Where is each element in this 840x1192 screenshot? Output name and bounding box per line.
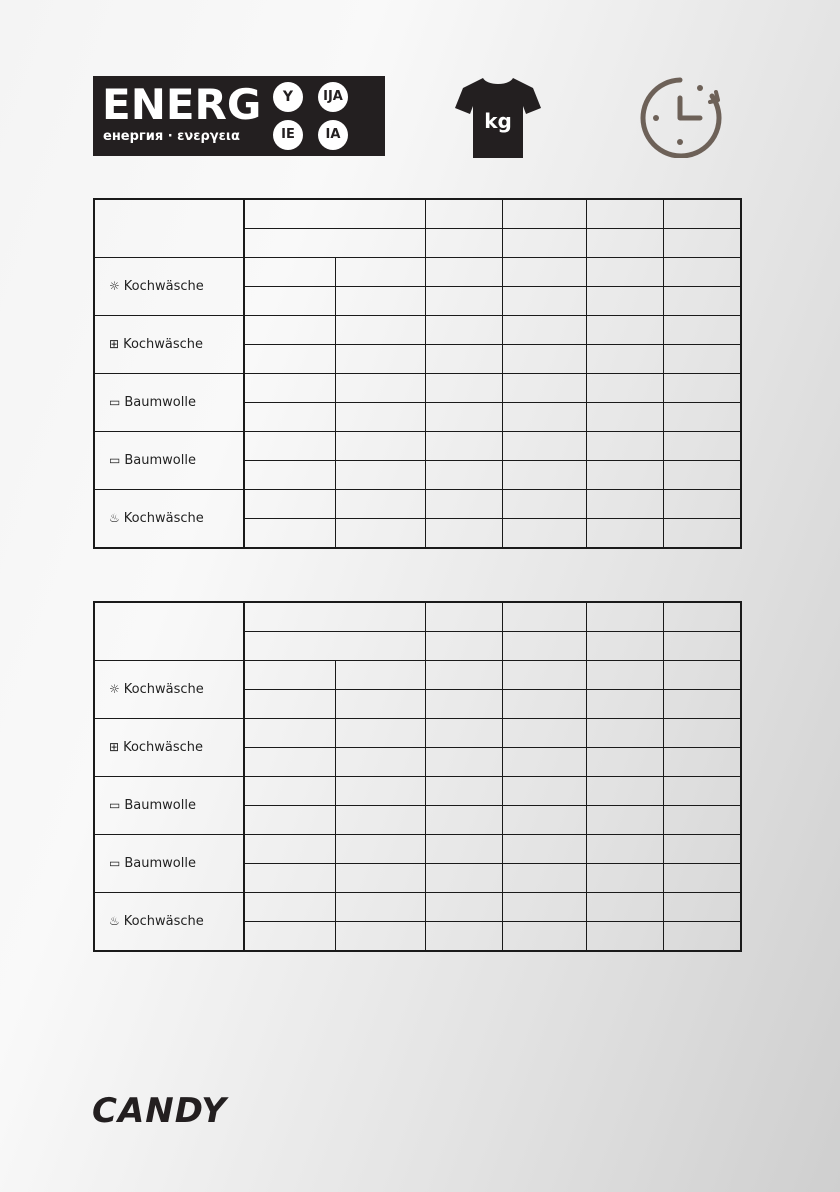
table-cell xyxy=(502,922,586,952)
table-cell xyxy=(244,690,335,719)
tag-icon: ▭ xyxy=(109,798,121,812)
table-cell xyxy=(244,490,335,519)
table-cell xyxy=(425,777,502,806)
program-name: Kochwäsche xyxy=(123,682,204,697)
table-cell xyxy=(425,719,502,748)
table-cell xyxy=(335,748,425,777)
tag-icon: ▭ xyxy=(109,856,121,870)
table-cell xyxy=(335,490,425,519)
table-cell xyxy=(663,258,741,287)
table-cell xyxy=(663,374,741,403)
table-cell xyxy=(663,893,741,922)
table-cell xyxy=(586,893,663,922)
table-cell xyxy=(663,661,741,690)
program-name: Kochwäsche xyxy=(123,740,204,755)
table-cell xyxy=(663,777,741,806)
header-cell xyxy=(663,632,741,661)
program-name: Kochwäsche xyxy=(123,337,204,352)
header-cell xyxy=(244,199,425,229)
table-cell xyxy=(586,922,663,952)
program-label xyxy=(94,490,244,549)
table-cell xyxy=(502,806,586,835)
table-cell xyxy=(425,661,502,690)
iron-icon: ♨ xyxy=(109,511,120,525)
table-cell xyxy=(502,777,586,806)
table-cell xyxy=(663,490,741,519)
header-cell xyxy=(502,632,586,661)
table-cell xyxy=(586,490,663,519)
table-cell xyxy=(425,374,502,403)
table-cell xyxy=(663,461,741,490)
suffix-y: Y xyxy=(273,82,303,112)
table-cell xyxy=(335,777,425,806)
table-cell xyxy=(244,864,335,893)
table-cell xyxy=(335,287,425,316)
table-cell xyxy=(335,835,425,864)
table-cell xyxy=(335,461,425,490)
table-cell xyxy=(335,374,425,403)
table-cell xyxy=(244,403,335,432)
table-cell xyxy=(425,432,502,461)
table-cell xyxy=(335,661,425,690)
table-cell xyxy=(244,719,335,748)
header-blank-cell xyxy=(94,199,244,258)
header-cell xyxy=(425,602,502,632)
table-cell xyxy=(502,864,586,893)
table-cell xyxy=(586,690,663,719)
sun-icon: ☼ xyxy=(109,279,120,293)
table-cell xyxy=(425,258,502,287)
program-label xyxy=(94,835,244,893)
suffix-ie: IE xyxy=(273,120,303,150)
table-cell xyxy=(335,719,425,748)
table-cell xyxy=(425,864,502,893)
table-cell xyxy=(586,748,663,777)
program-label xyxy=(94,432,244,490)
program-name: Baumwolle xyxy=(124,395,196,410)
program-label xyxy=(94,777,244,835)
table-cell xyxy=(425,835,502,864)
clock-timer-icon xyxy=(638,76,728,162)
header-cell xyxy=(425,632,502,661)
program-name: Kochwäsche xyxy=(123,914,204,929)
table-cell xyxy=(502,345,586,374)
table-cell xyxy=(586,519,663,549)
table-cell xyxy=(335,432,425,461)
table-cell xyxy=(335,864,425,893)
grid-icon: ⊞ xyxy=(109,337,120,351)
header-cell xyxy=(586,632,663,661)
table-cell xyxy=(586,403,663,432)
table-cell xyxy=(586,661,663,690)
header-cell xyxy=(663,229,741,258)
program-label xyxy=(94,374,244,432)
program-label xyxy=(94,661,244,719)
table-cell xyxy=(586,258,663,287)
table-cell xyxy=(663,316,741,345)
table-cell xyxy=(663,690,741,719)
table-cell xyxy=(502,258,586,287)
candy-logo xyxy=(92,1090,267,1134)
table-cell xyxy=(244,519,335,549)
header-cell xyxy=(663,602,741,632)
program-label xyxy=(94,719,244,777)
table-cell xyxy=(425,690,502,719)
program-name: Baumwolle xyxy=(124,856,196,871)
table-cell xyxy=(425,519,502,549)
table-cell xyxy=(502,690,586,719)
table-cell xyxy=(502,432,586,461)
table-cell xyxy=(244,345,335,374)
table-cell xyxy=(586,835,663,864)
table-cell xyxy=(335,403,425,432)
header-blank-cell xyxy=(94,602,244,661)
table-cell xyxy=(244,258,335,287)
table-cell xyxy=(425,893,502,922)
table-cell xyxy=(425,345,502,374)
table-cell xyxy=(586,461,663,490)
table-cell xyxy=(502,519,586,549)
table-cell xyxy=(244,835,335,864)
sun-icon: ☼ xyxy=(109,682,120,696)
table-cell xyxy=(335,690,425,719)
table-cell xyxy=(244,777,335,806)
table-cell xyxy=(586,864,663,893)
table-cell xyxy=(663,922,741,952)
program-name: Baumwolle xyxy=(124,798,196,813)
table-cell xyxy=(586,432,663,461)
energy-subtitle: енергия · ενεργεια xyxy=(103,129,240,144)
table-cell xyxy=(663,748,741,777)
table-cell xyxy=(586,345,663,374)
header-cell xyxy=(502,229,586,258)
table-cell xyxy=(663,835,741,864)
table-cell xyxy=(663,432,741,461)
table-cell xyxy=(335,922,425,952)
table-cell xyxy=(502,316,586,345)
tshirt-kg-icon xyxy=(455,76,541,162)
tag-icon: ▭ xyxy=(109,453,121,467)
iron-icon: ♨ xyxy=(109,914,120,928)
header-cell xyxy=(586,229,663,258)
table-cell xyxy=(586,777,663,806)
table-cell xyxy=(244,432,335,461)
brand-logo-text: CANDY xyxy=(92,1091,227,1130)
program-label xyxy=(94,316,244,374)
table-cell xyxy=(663,806,741,835)
program-table-top xyxy=(93,198,740,549)
table-cell xyxy=(335,806,425,835)
table-cell xyxy=(502,835,586,864)
table-cell xyxy=(586,719,663,748)
table-cell xyxy=(502,719,586,748)
table-cell xyxy=(586,316,663,345)
table-cell xyxy=(502,287,586,316)
header-cell xyxy=(502,199,586,229)
header-cell xyxy=(663,199,741,229)
table-cell xyxy=(502,374,586,403)
table-cell xyxy=(335,345,425,374)
table-cell xyxy=(244,661,335,690)
table-cell xyxy=(502,661,586,690)
table-cell xyxy=(244,461,335,490)
energy-label-badge xyxy=(93,76,385,156)
table-cell xyxy=(335,519,425,549)
kg-label: kg xyxy=(484,109,512,133)
table-cell xyxy=(425,490,502,519)
table-cell xyxy=(425,922,502,952)
grid-icon: ⊞ xyxy=(109,740,120,754)
header-cell xyxy=(586,602,663,632)
program-name: Baumwolle xyxy=(124,453,196,468)
program-table-bottom xyxy=(93,601,740,952)
table-cell xyxy=(502,490,586,519)
tag-icon: ▭ xyxy=(109,395,121,409)
table-cell xyxy=(335,893,425,922)
table-cell xyxy=(663,345,741,374)
table-cell xyxy=(586,287,663,316)
table-cell xyxy=(335,258,425,287)
header-cell xyxy=(244,229,425,258)
program-label xyxy=(94,258,244,316)
table-cell xyxy=(244,374,335,403)
header-cell xyxy=(244,602,425,632)
table-cell xyxy=(244,893,335,922)
table-cell xyxy=(425,806,502,835)
header-cell xyxy=(425,199,502,229)
table-cell xyxy=(425,461,502,490)
program-name: Kochwäsche xyxy=(123,279,204,294)
header-cell xyxy=(586,199,663,229)
table-cell xyxy=(502,461,586,490)
table-cell xyxy=(663,719,741,748)
header-cell xyxy=(425,229,502,258)
table-cell xyxy=(244,806,335,835)
table-cell xyxy=(502,403,586,432)
table-cell xyxy=(586,374,663,403)
table-cell xyxy=(425,287,502,316)
suffix-ija: IJA xyxy=(318,82,348,112)
table-cell xyxy=(425,316,502,345)
header-cell xyxy=(502,602,586,632)
table-cell xyxy=(425,403,502,432)
table-cell xyxy=(244,748,335,777)
table-cell xyxy=(502,893,586,922)
header-cell xyxy=(244,632,425,661)
program-name: Kochwäsche xyxy=(123,511,204,526)
table-cell xyxy=(335,316,425,345)
table-cell xyxy=(663,287,741,316)
table-cell xyxy=(663,403,741,432)
table-cell xyxy=(244,922,335,952)
table-cell xyxy=(502,748,586,777)
table-cell xyxy=(244,287,335,316)
table-cell xyxy=(425,748,502,777)
table-cell xyxy=(244,316,335,345)
program-label xyxy=(94,893,244,952)
table-cell xyxy=(586,806,663,835)
energy-word: ENERG xyxy=(102,80,262,129)
table-cell xyxy=(663,864,741,893)
table-cell xyxy=(663,519,741,549)
suffix-ia: IA xyxy=(318,120,348,150)
